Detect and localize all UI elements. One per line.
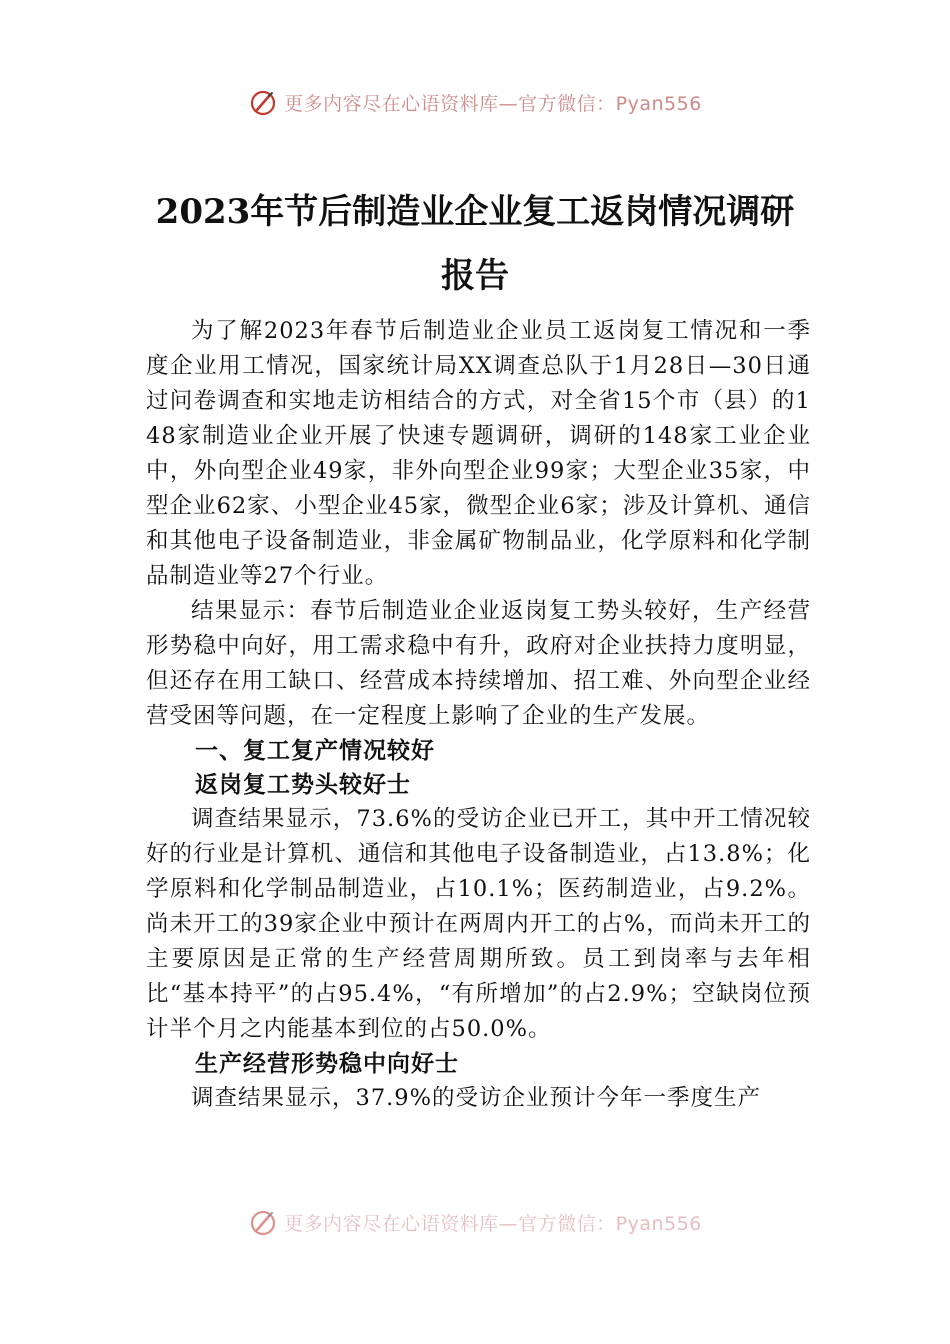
- watermark-footer: [0, 1208, 950, 1238]
- watermark-header: [0, 88, 950, 118]
- pen-logo-icon: [248, 1208, 278, 1238]
- subsection-heading: 返岗复工势头较好士: [195, 772, 411, 798]
- document-title-continued: 报告: [441, 256, 509, 296]
- watermark-text: 更多内容尽在心语资料库—官方微信：Pyan556: [284, 93, 702, 115]
- watermark-text: 更多内容尽在心语资料库—官方微信：Pyan556: [284, 1213, 702, 1235]
- subsection-paragraph: 调查结果显示，37.9%的受访企业预计今年一季度生产: [191, 1085, 761, 1111]
- subsection-paragraph: 调查结果显示，73.6%的受访企业已开工，其中开工情况较好的行业是计算机、通信和其他电子设备制造业，占13.8%；化学原料和化学制品制造业，占10.1%；医药制造业，占9.2%。尚未开工的39家企业中预计在两周内开工的占%，而尚未开工的主要原因是正常的生产经营周期所致。员工到岗率与去年相比“基本持平”的占95.4%，“有所增加”的占2.9%；空缺岗位预计半个月之内能基本到位的占50.0%。: [146, 806, 811, 1042]
- section-heading: 一、复工复产情况较好: [195, 738, 435, 764]
- document-body: [146, 314, 811, 1116]
- pen-logo-icon: [248, 88, 278, 118]
- intro-paragraph: 为了解2023年春节后制造业企业员工返岗复工情况和一季度企业用工情况，国家统计局XX调查总队于1月28日—30日通过问卷调查和实地走访相结合的方式，对全省15个市（县）的148家制造业企业开展了快速专题调研，调研的148家工业企业中，外向型企业49家，非外向型企业99家；大型企业35家，中型企业62家、小型企业45家，微型企业6家；涉及计算机、通信和其他电子设备制造业，非金属矿物制品业，化学原料和化学制品制造业等27个行业。: [146, 318, 811, 589]
- subsection-heading: 生产经营形势稳中向好士: [195, 1051, 459, 1077]
- results-paragraph: 结果显示：春节后制造业企业返岗复工势头较好，生产经营形势稳中向好，用工需求稳中有升，政府对企业扶持力度明显，但还存在用工缺口、经营成本持续增加、招工难、外向型企业经营受困等问题，在一定程度上影响了企业的生产发展。: [146, 598, 811, 729]
- document-title: 2023年节后制造业企业复工返岗情况调研: [155, 192, 795, 232]
